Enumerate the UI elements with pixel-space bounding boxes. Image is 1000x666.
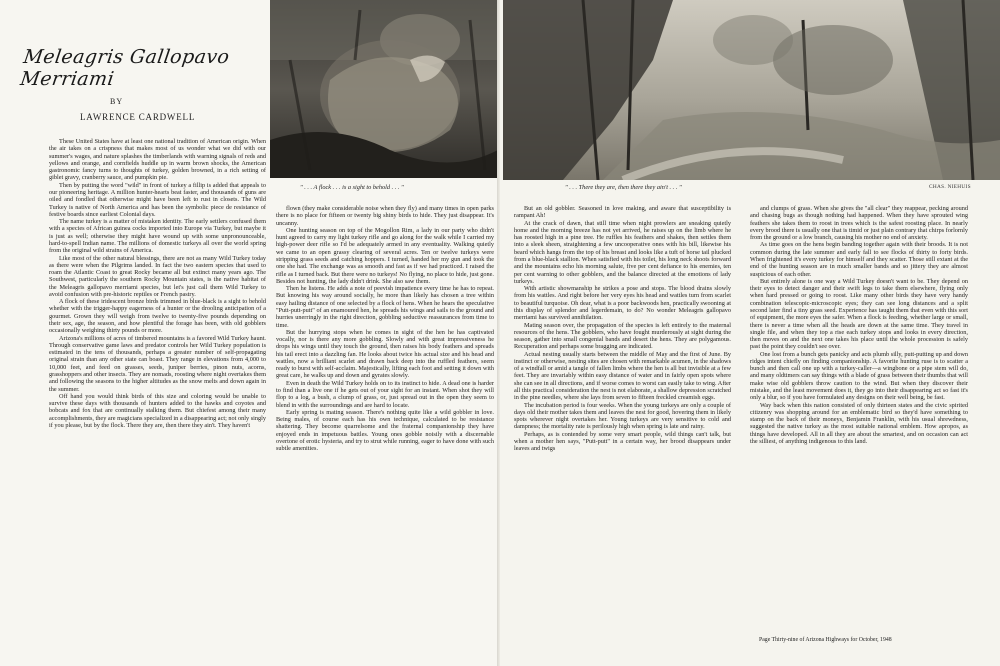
paragraph: Even in death the Wild Turkey holds on to its instinct to hide. A dead one is harder to find than a live one if he gets out of your sight for an instant. When shot they will flop to a log, a bush, a clump of grass, or, just spread out in the open they seem to blend in with the surroundings and are hard to locate. xyxy=(276,379,494,409)
paragraph: One hunting season on top of the Mogollon Rim, a lady in our party who didn't hunt agreed to carry my light turkey rifle and go along for the walk while I carried my high-power deer rifle so I'd be adequately armed in any eventuality. Walking quietly we came to an open grassy clearing of several acres. Ten or twelve turkeys were stripping grass seeds and catching hoppers. I turned, handed her my gun and took the one she had. The exchange was as smooth and fast as if we had practiced. I raised the rifle as I turned back. But there were no turkeys! No flying, no place to hide, just gone. Besides not hunting, the lady didn't drink. She also saw them. xyxy=(276,226,494,285)
paragraph: Way back when this nation consisted of only thirteen states and the civic spirited citizenry was shopping around for an emblematic bird so they'd have something to stamp on the back of their moneys, Benjamin Franklin, with his usual shrewdness, suggested the native turkey as the most suitable national emblem. How apropos, as things have developed. All in all they are about the smartest, and on occasion can act the silliest, of anything indigenous to this land. xyxy=(750,401,968,445)
photo-credit: CHAS. NIEHUIS xyxy=(929,184,971,190)
paragraph: At the crack of dawn, that still time when night prowlers are sneaking quietly home and the morning breeze has not yet arrived, he raises up on the limb where he has roosted high in a pine tree. He ruffles his feathers and shakes, then settles them into a sleek sheen, straightening a few uncooperative ones with his bill, likewise his beard which hangs from the top of his breast and looks like a tuft of horse tail plucked from a blue-black stallion. When satisfied with his toilet, his long neck shoots forward and the mountains echo his morning salute, five per cent defiance to his enemies, ten per cent warning to other gobblers, and the balance directed at the emotions of lady turkeys. xyxy=(514,219,731,285)
paragraph: flown (they make considerable noise when they fly) and many times in open parks there is no place for fifteen or twenty big shiny birds to hide. They just disappear. It's uncanny. xyxy=(276,205,494,227)
paragraph: A flock of these iridescent bronze birds trimmed in blue-black is a sight to behold whether with the trigger-happy eagerness of a hunter or the drooling anticipation of a gourmet. Grown they will weigh from twelve to twenty-five pounds depending on their sex, age, the season, and how plentiful the forage has been, with old gobblers occasionally weighing thirty pounds or more. xyxy=(49,298,266,335)
article-column-1 xyxy=(49,138,266,429)
paragraph: Off hand you would think birds of this size and coloring would be unable to survive these days with thousands of hunters added to the hawks and coyotes and bobcats and fox that are continually stalking them. But chiefest among their many accomplishments, they are magicians specialized in a disappearing act; not only singly if you please, but by the flock. There they are, then there they ain't. They haven't xyxy=(49,392,266,429)
paragraph: These United States have at least one national tradition of American origin. When the air takes on a crispness that makes most of us wonder what we did with our summer's wages, and nature splashes the timberlands with warning signals of reds and yellows and orange, and cornfields huddle up in warm brown shocks, the American gastronomic fancy turns to thoughts of turkey, golden browned, in a rich setting of giblet gravy, cranberry sauce, and pumpkin pie. xyxy=(49,138,266,182)
paragraph: Then he listens. He adds a note of peevish impatience every time he has to repeat. But knowing his way around socially, he more than likely has chosen a tree within easy hailing distance of one selected by a flock of hens. When he hears the speculative "Putt-putt-putt" of an enamoured hen, he spreads his wings and sails to the ground and hurries unerringly in the right direction, gobbling seductive reassurances from time to time. xyxy=(276,285,494,329)
page-footer: Page Thirty-nine of Arizona Highways for October, 1948 xyxy=(759,637,892,643)
paragraph: and clumps of grass. When she gives the "all clear" they reappear, pecking around and chasing bugs as though nothing had happened. When they have sprouted wing feathers she takes them to roost in trees which is the safest roosting place. In nearly every brood there is usually one that is timid or just plain contrary that chirps forlornly from the ground or a low branch, causing his mother no end of anxiety. xyxy=(750,205,968,242)
paragraph: Actual nesting usually starts between the middle of May and the first of June. By instinct or otherwise, nesting sites are chosen with remarkable acumen, in the shadows of a windfall or amid a tangle of fallen limbs where the hen is all but invisible at a few feet. They are invariably within easy distance of water and in fairly open spots where she can see in all directions, and if worse comes to worst can easily take to wing. After all this practical consideration the nest is not elaborate, a shallow depression scratched in the pine needles, where she lays from seven to fifteen freckled creamish eggs. xyxy=(514,350,731,402)
forest-clearing-photo xyxy=(503,0,1000,180)
paragraph: Mating season over, the propagation of the species is left entirely to the maternal resources of the hens. The gobblers, who have fought murderously at sight during the season, gather into small congenial bands and desert the hens. They are polygamous. Recuperation and perhaps some bragging are indicated. xyxy=(514,321,731,351)
photo-caption-left: " . . . A flock . . . is a sight to behold . . . " xyxy=(300,184,404,191)
hunter-turkey-photo xyxy=(270,0,498,178)
article-title: Meleagris Gallopavo Merriami xyxy=(18,46,231,90)
paragraph: But entirely alone is one way a Wild Turkey doesn't want to be. They depend on their eyes to detect danger and their swift legs to take them elsewhere, flying only when hard pressed or going to roost. Like many other birds they have very handy combination telescopic-microscopic eyes; they can see long distances and a split second later find a tiny grass seed. Experience has taught them that even with this sort of equipment, the more eyes the safer. When a flock is feeding, whether large or small, there is never a time when all the heads are down at the same time. They travel in single file, and when they top a rise each turkey stops and looks in every direction, then moves on and the next one takes his place until the whole procession is safely past the point they couldn't see over. xyxy=(750,277,968,351)
photo-caption-right: " . . . There they are, then there they ain't . . . " xyxy=(565,184,682,191)
byline: BY xyxy=(110,97,124,106)
paragraph: The name turkey is a matter of mistaken identity. The early settlers confused them with a species of African guinea cocks imported into Europe via Turkey, but maybe it is just as well; otherwise they might have wound up with some unpronounceable, hard-to-spell Indian name. The millions of domestic turkeys all over the world spring from the original wild strains of America. xyxy=(49,218,266,255)
paragraph: But an old gobbler. Seasoned in love making, and aware that susceptibility is rampant Ah! xyxy=(514,205,731,220)
paragraph: Early spring is mating season. There's nothing quite like a wild gobbler in love. Being males, of course each has his own technique, calculated to be resistance shattering. They become quarrelsome and the fraternal companionship they have enjoyed ends in impetuous battles. Young ones gobble noisily with a discernable overtone of erotic hysteria, and try to strut while running, eager to have done with such subtle amenities. xyxy=(276,408,494,453)
paragraph: Like most of the other natural blessings, there are not as many Wild Turkey today as there were when the Pilgrims landed. In fact the two eastern species that used to roam the Atlantic Coast to great Rocky became all but extinct many years ago. The Southwest, particularly the southern Rocky Mountain states, is the native habitat of the Meleagris gallopavo merriami species, but let's just call them Wild Turkey to avoid confusion with pre-historic reptiles or French pastry. xyxy=(49,254,266,298)
paragraph: One lost from a bunch gets panicky and acts plumb silly, putt-putting up and down ridges intent chiefly on finding companionship. A favorite hunting ruse is to scatter a bunch and then call one up with a turkey-caller—a wingbone or a pipe stem will do, and many oldtimers can say things with a blade of grass between their thumbs that will make wise old gobblers throw caution to the wind. But when they discover their mistake, and the least movement does it, they go into their disappearing act so fast it's only a blur, so if you have formulated any designs on their well being, be fast. xyxy=(750,350,968,402)
author-name: LAWRENCE CARDWELL xyxy=(80,112,196,122)
paragraph: But the hurrying stops when he comes in sight of the hen he has captivated vocally, nor is there any more gobbling. Slowly and with great impressiveness he drops his wings until they touch the ground, then raises his body feathers and spreads his tail erect into a dazzling fan. He looks about twice his actual size and his head and wattles, now a brilliant scarlet and drawn back deep into the ruffled feathers, seem ready to burst with self-acclaim. Majestically, lifting each foot and setting it down with great care, he walks up and down and gyrates slowly. xyxy=(276,328,494,380)
paragraph: Then by putting the word "wild" in front of turkey a fillip is added that appeals to our pioneering heritage. A million hunter-hearts beat faster, and thousands of guns are oiled and fondled that otherwise might have been left to rust in closets. The Wild Turkey is native of North America and has been the symbolic piece de resistance of festive boards since earliest Colonial days. xyxy=(49,181,266,218)
paragraph: The incubation period is four weeks. When the young turkeys are only a couple of days old their mother takes them and leaves the nest for good, hovering them in likely spots wherever night overtakes her. Young turkeys are very sensitive to cold and dampness; the mortality rate is perilously high when spring is late and rainy. xyxy=(514,401,731,431)
paragraph: With artistic showmanship he strikes a pose and stops. The blood drains slowly from his wattles. And right before her very eyes his head and wattles turn from scarlet to beautiful turquoise. Oh dear, what is a poor backwoods hen, practically swooning at this display of splendor and legerdemain, to do? No wonder Meleagris gallopavo merriami has survived annihilation. xyxy=(514,285,731,322)
paragraph: Perhaps, as is contended by some very smart people, wild things can't talk, but when a mother hen says, "Putt-putt" in a certain way, her brood disappears under leaves and twigs xyxy=(514,430,731,453)
paragraph: As time goes on the hens begin banding together again with their broods. It is not common during the late summer and early fall to see flocks of thirty to forty birds. When frightened it's every turkey for himself and they scatter. Those still extant at the end of the hunting season are in much smaller bands and so jittery they are almost suspicious of each other. xyxy=(750,241,968,278)
paragraph: Arizona's millions of acres of timbered mountains is a favored Wild Turkey haunt. Through conservative game laws and predator controls her Wild Turkey population is estimated in the tens of thousands, perhaps a greater number of self-propagating original strain than any other state can boast. They range in elevations from 4,000 to 10,000 feet, and feed on grasses, seeds, juniper berries, pinon nuts, acorns, grasshoppers and other insects. They are nomads, roosting where night overtakes them and following the seasons to the higher altitudes as the snow melts and down again in the summer. xyxy=(49,334,266,393)
article-column-4 xyxy=(750,205,968,445)
article-column-3 xyxy=(514,205,731,453)
article-column-2 xyxy=(276,205,494,453)
